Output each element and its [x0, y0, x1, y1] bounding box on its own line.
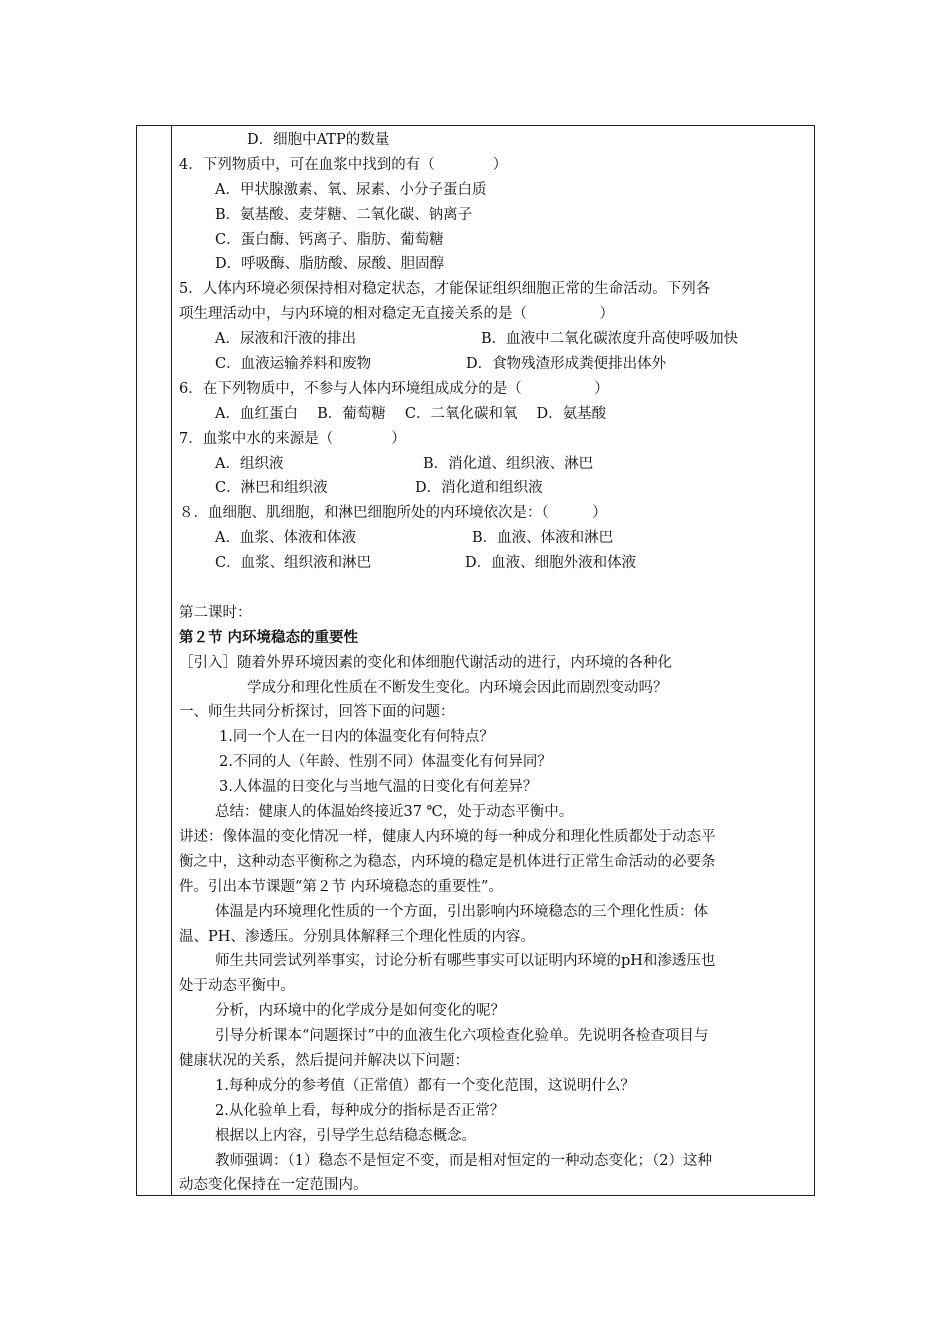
question-8: ８．血细胞、肌细胞，和淋巴细胞所处的内环境依次是：（ ） [179, 505, 607, 522]
analysis-question: 2.从化验单上看，每种成分的指标是否正常？ [215, 1102, 505, 1119]
option-line: C．蛋白酶、钙离子、脂肪、葡萄糖 [215, 231, 444, 248]
question-6: 6．在下列物质中，不参与人体内环境组成成分的是（ ） [179, 380, 609, 397]
option-b: B．消化道、组织液、淋巴 [423, 455, 594, 472]
body-paragraph: 根据以上内容，引导学生总结稳态概念。 [215, 1127, 476, 1144]
option-line: D．呼吸酶、脂肪酸、尿酸、胆固醇 [215, 256, 445, 273]
blank-line [179, 576, 807, 601]
column-divider [171, 125, 172, 1196]
option-b: B．血液中二氧化碳浓度升高使呼吸加快 [481, 331, 739, 348]
question-7: 7．血浆中水的来源是（ ） [179, 430, 406, 447]
option-line: B．氨基酸、麦芽糖、二氧化碳、钠离子 [215, 206, 473, 223]
intro-paragraph-cont: 学成分和理化性质在不断发生变化。内环境会因此而剧烈变动吗？ [247, 679, 668, 696]
option-a: A．尿液和汗液的排出 [215, 331, 356, 348]
lesson-label: 第二课时： [179, 604, 252, 621]
teacher-emphasis: 教师强调：（1）稳态不是恒定不变，而是相对恒定的一种动态变化；（2）这种 [215, 1152, 712, 1169]
body-paragraph: 师生共同尝试列举事实，讨论分析有哪些事实可以证明内环境的pH和渗透压也 [215, 953, 716, 970]
teacher-emphasis-cont: 动态变化保持在一定范围内。 [179, 1177, 368, 1194]
body-paragraph: 处于动态平衡中。 [179, 978, 295, 995]
option-row [179, 476, 807, 501]
lecture-paragraph: 件。引出本节课题“第２节 内环境稳态的重要性”。 [179, 878, 503, 895]
summary-line: 总结：健康人的体温始终接近37 ℃，处于动态平衡中。 [215, 804, 574, 821]
question-4: 4．下列物质中，可在血浆中找到的有（ ） [179, 156, 508, 173]
body-paragraph: 引导分析课本“问题探讨”中的血液生化六项检查化验单。先说明各检查项目与 [215, 1028, 709, 1045]
discussion-heading: 一、师生共同分析探讨，回答下面的问题： [179, 704, 455, 721]
option-row [179, 327, 807, 352]
document-body [179, 128, 807, 1198]
lecture-paragraph: 衡之中，这种动态平衡称之为稳态，内环境的稳定是机体进行正常生命活动的必要条 [179, 853, 716, 870]
option-row [179, 452, 807, 477]
option-row [179, 551, 807, 576]
discussion-question: 2.不同的人（年龄、性别不同）体温变化有何异同？ [219, 754, 552, 771]
option-row [179, 526, 807, 551]
body-paragraph: 温、PH、渗透压。分别具体解释三个理化性质的内容。 [179, 928, 535, 945]
option-a: A．组织液 [215, 455, 284, 472]
option-line: A．血红蛋白 B．葡萄糖 C．二氧化碳和氧 D．氨基酸 [215, 405, 607, 422]
option-d: D．血液、细胞外液和体液 [465, 555, 637, 572]
discussion-question: 3.人体温的日变化与当地气温的日变化有何差异？ [219, 779, 538, 796]
discussion-question: 1.同一个人在一日内的体温变化有何特点？ [219, 729, 494, 746]
option-line: A．甲状腺激素、氧、尿素、小分子蛋白质 [215, 181, 487, 198]
option-c: C．血浆、组织液和淋巴 [215, 555, 372, 572]
lecture-paragraph: 讲述：像体温的变化情况一样，健康人内环境的每一种成分和理化性质都处于动态平 [179, 828, 716, 845]
option-row [179, 352, 807, 377]
option-d: D．食物残渣形成粪便排出体外 [466, 356, 667, 373]
option-a: A．血浆、体液和体液 [215, 530, 356, 547]
option-line: D．细胞中ATP的数量 [247, 132, 390, 148]
question-5: 5．人体内环境必须保持相对稳定状态，才能保证组织细胞正常的生命活动。下列各 [179, 281, 711, 298]
body-paragraph: 健康状况的关系，然后提问并解决以下问题： [179, 1052, 469, 1069]
section-title: 第２节 内环境稳态的重要性 [179, 628, 359, 646]
analysis-question: 1.每种成分的参考值（正常值）都有一个变化范围，这说明什么？ [215, 1077, 635, 1094]
option-c: C．淋巴和组织液 [215, 480, 328, 497]
question-5-cont: 项生理活动中，与内环境的相对稳定无直接关系的是（ ） [179, 306, 614, 323]
body-paragraph: 体温是内环境理化性质的一个方面，引出影响内环境稳态的三个理化性质：体 [215, 903, 708, 920]
body-paragraph: 分析，内环境中的化学成分是如何变化的呢？ [215, 1003, 505, 1020]
intro-paragraph: ［引入］随着外界环境因素的变化和体细胞代谢活动的进行，内环境的各种化 [179, 654, 672, 671]
option-b: B．血液、体液和淋巴 [472, 530, 614, 547]
option-d: D．消化道和组织液 [415, 480, 543, 497]
option-c: C．血液运输养料和废物 [215, 356, 372, 373]
